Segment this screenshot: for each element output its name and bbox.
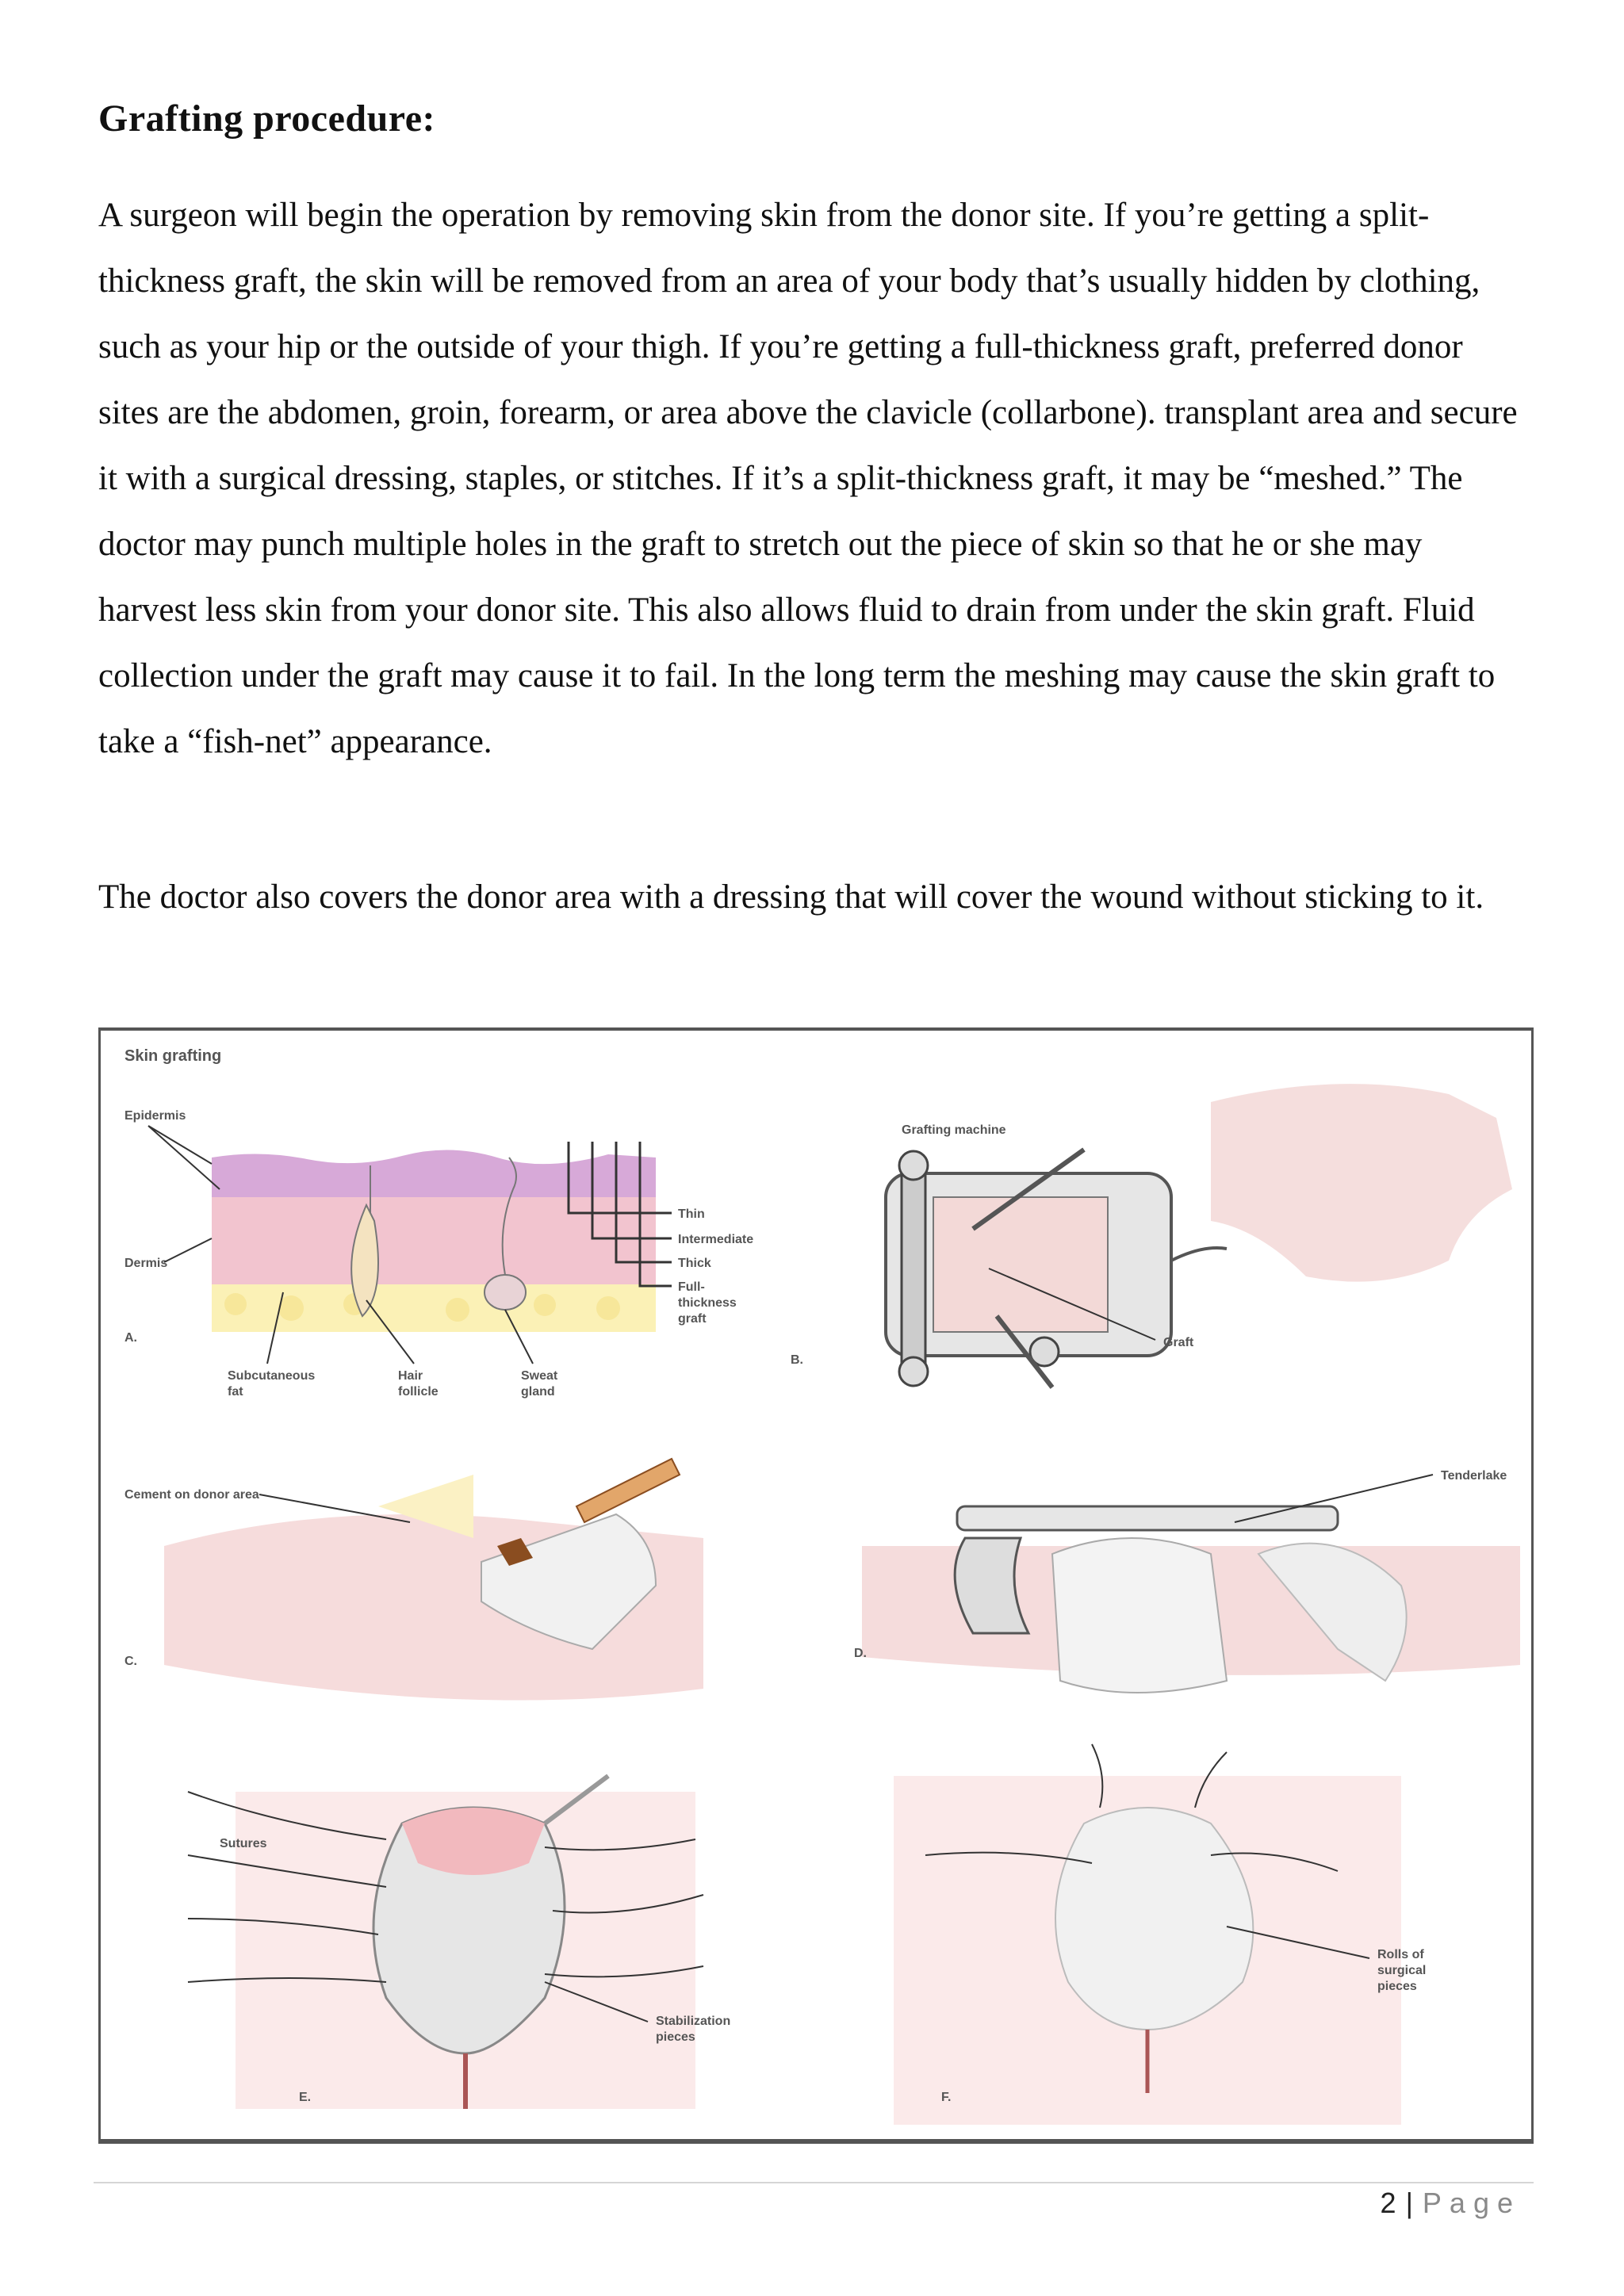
label-hair-1: Hair (398, 1369, 423, 1383)
panel-e-letter: E. (299, 2091, 312, 2104)
label-full-thickness-1: Full- (678, 1280, 705, 1294)
label-sutures: Sutures (220, 1837, 267, 1850)
label-graft: Graft (1163, 1336, 1194, 1349)
label-intermediate: Intermediate (678, 1233, 754, 1246)
panel-c-letter: C. (124, 1655, 137, 1668)
page-footer (1381, 2187, 1521, 2220)
panel-f-dressing (894, 1744, 1426, 2125)
panel-c-cement (124, 1459, 703, 1701)
body-paragraph-2: The doctor also covers the donor area with a dressing that will cover the wound without sticking to it. (98, 878, 1484, 916)
label-cement: Cement on donor area (124, 1488, 259, 1502)
panel-e-sutures (188, 1776, 730, 2109)
page-word: Page (1422, 2187, 1521, 2219)
panel-d-letter: D. (854, 1647, 867, 1660)
label-subcutaneous-1: Subcutaneous (228, 1369, 316, 1383)
label-full-thickness-3: graft (678, 1312, 707, 1326)
label-sterile-drape: Tenderlake (1441, 1469, 1507, 1483)
label-epidermis: Epidermis (124, 1109, 186, 1123)
footer-divider (94, 2182, 1534, 2183)
label-dermis: Dermis (124, 1257, 168, 1270)
footer-separator: | (1405, 2187, 1415, 2219)
label-surgical-3: pieces (1377, 1980, 1417, 1993)
panel-a-letter: A. (124, 1331, 137, 1345)
figure-title: Skin grafting (124, 1047, 222, 1065)
label-stabilization-2: pieces (656, 2030, 695, 2044)
body-paragraph-1: A surgeon will begin the operation by removing skin from the donor site. If you’re getting a split-thickness graft, the skin will be removed from an area of your body that’s usually hidden by clothing, such as your hip or the outside of your thigh. If you’re getting a full-thickness graft, preferred donor sites are the abdomen, groin, forearm, or area above the clavicle (collarbone). transplant area and secure it with a surgical dressing, staples, or stitches. If it’s a split-thickness graft, it may be “meshed.” The doctor may punch multiple holes in the graft to stretch out the piece of skin so that he or she may harvest less skin from your donor site. This also allows fluid to drain from under the skin graft. Fluid collection under the graft may cause it to fail. In the long term the meshing may cause the skin graft to take a “fish-net” appearance. (98, 197, 1518, 760)
page-number: 2 (1380, 2187, 1398, 2219)
label-surgical-1: Rolls of (1377, 1948, 1424, 1961)
section-heading: Grafting procedure: (98, 98, 435, 140)
label-surgical-2: surgical (1377, 1964, 1427, 1977)
panel-b-grafting-machine (791, 1084, 1512, 1387)
panel-f-letter: F. (941, 2091, 952, 2104)
label-sweat-1: Sweat (521, 1369, 558, 1383)
label-thick: Thick (678, 1257, 711, 1270)
label-thin: Thin (678, 1207, 705, 1221)
skin-grafting-illustration (98, 1027, 1534, 2144)
label-full-thickness-2: thickness (678, 1296, 737, 1310)
label-grafting-machine: Grafting machine (902, 1123, 1006, 1137)
panel-a-skin-layers (124, 1109, 753, 1399)
label-stabilization-1: Stabilization (656, 2015, 731, 2028)
label-sweat-2: gland (521, 1385, 555, 1399)
label-subcutaneous-2: fat (228, 1385, 243, 1399)
panel-d-securing (854, 1469, 1520, 1693)
label-hair-2: follicle (398, 1385, 439, 1399)
panel-b-letter: B. (791, 1353, 803, 1367)
